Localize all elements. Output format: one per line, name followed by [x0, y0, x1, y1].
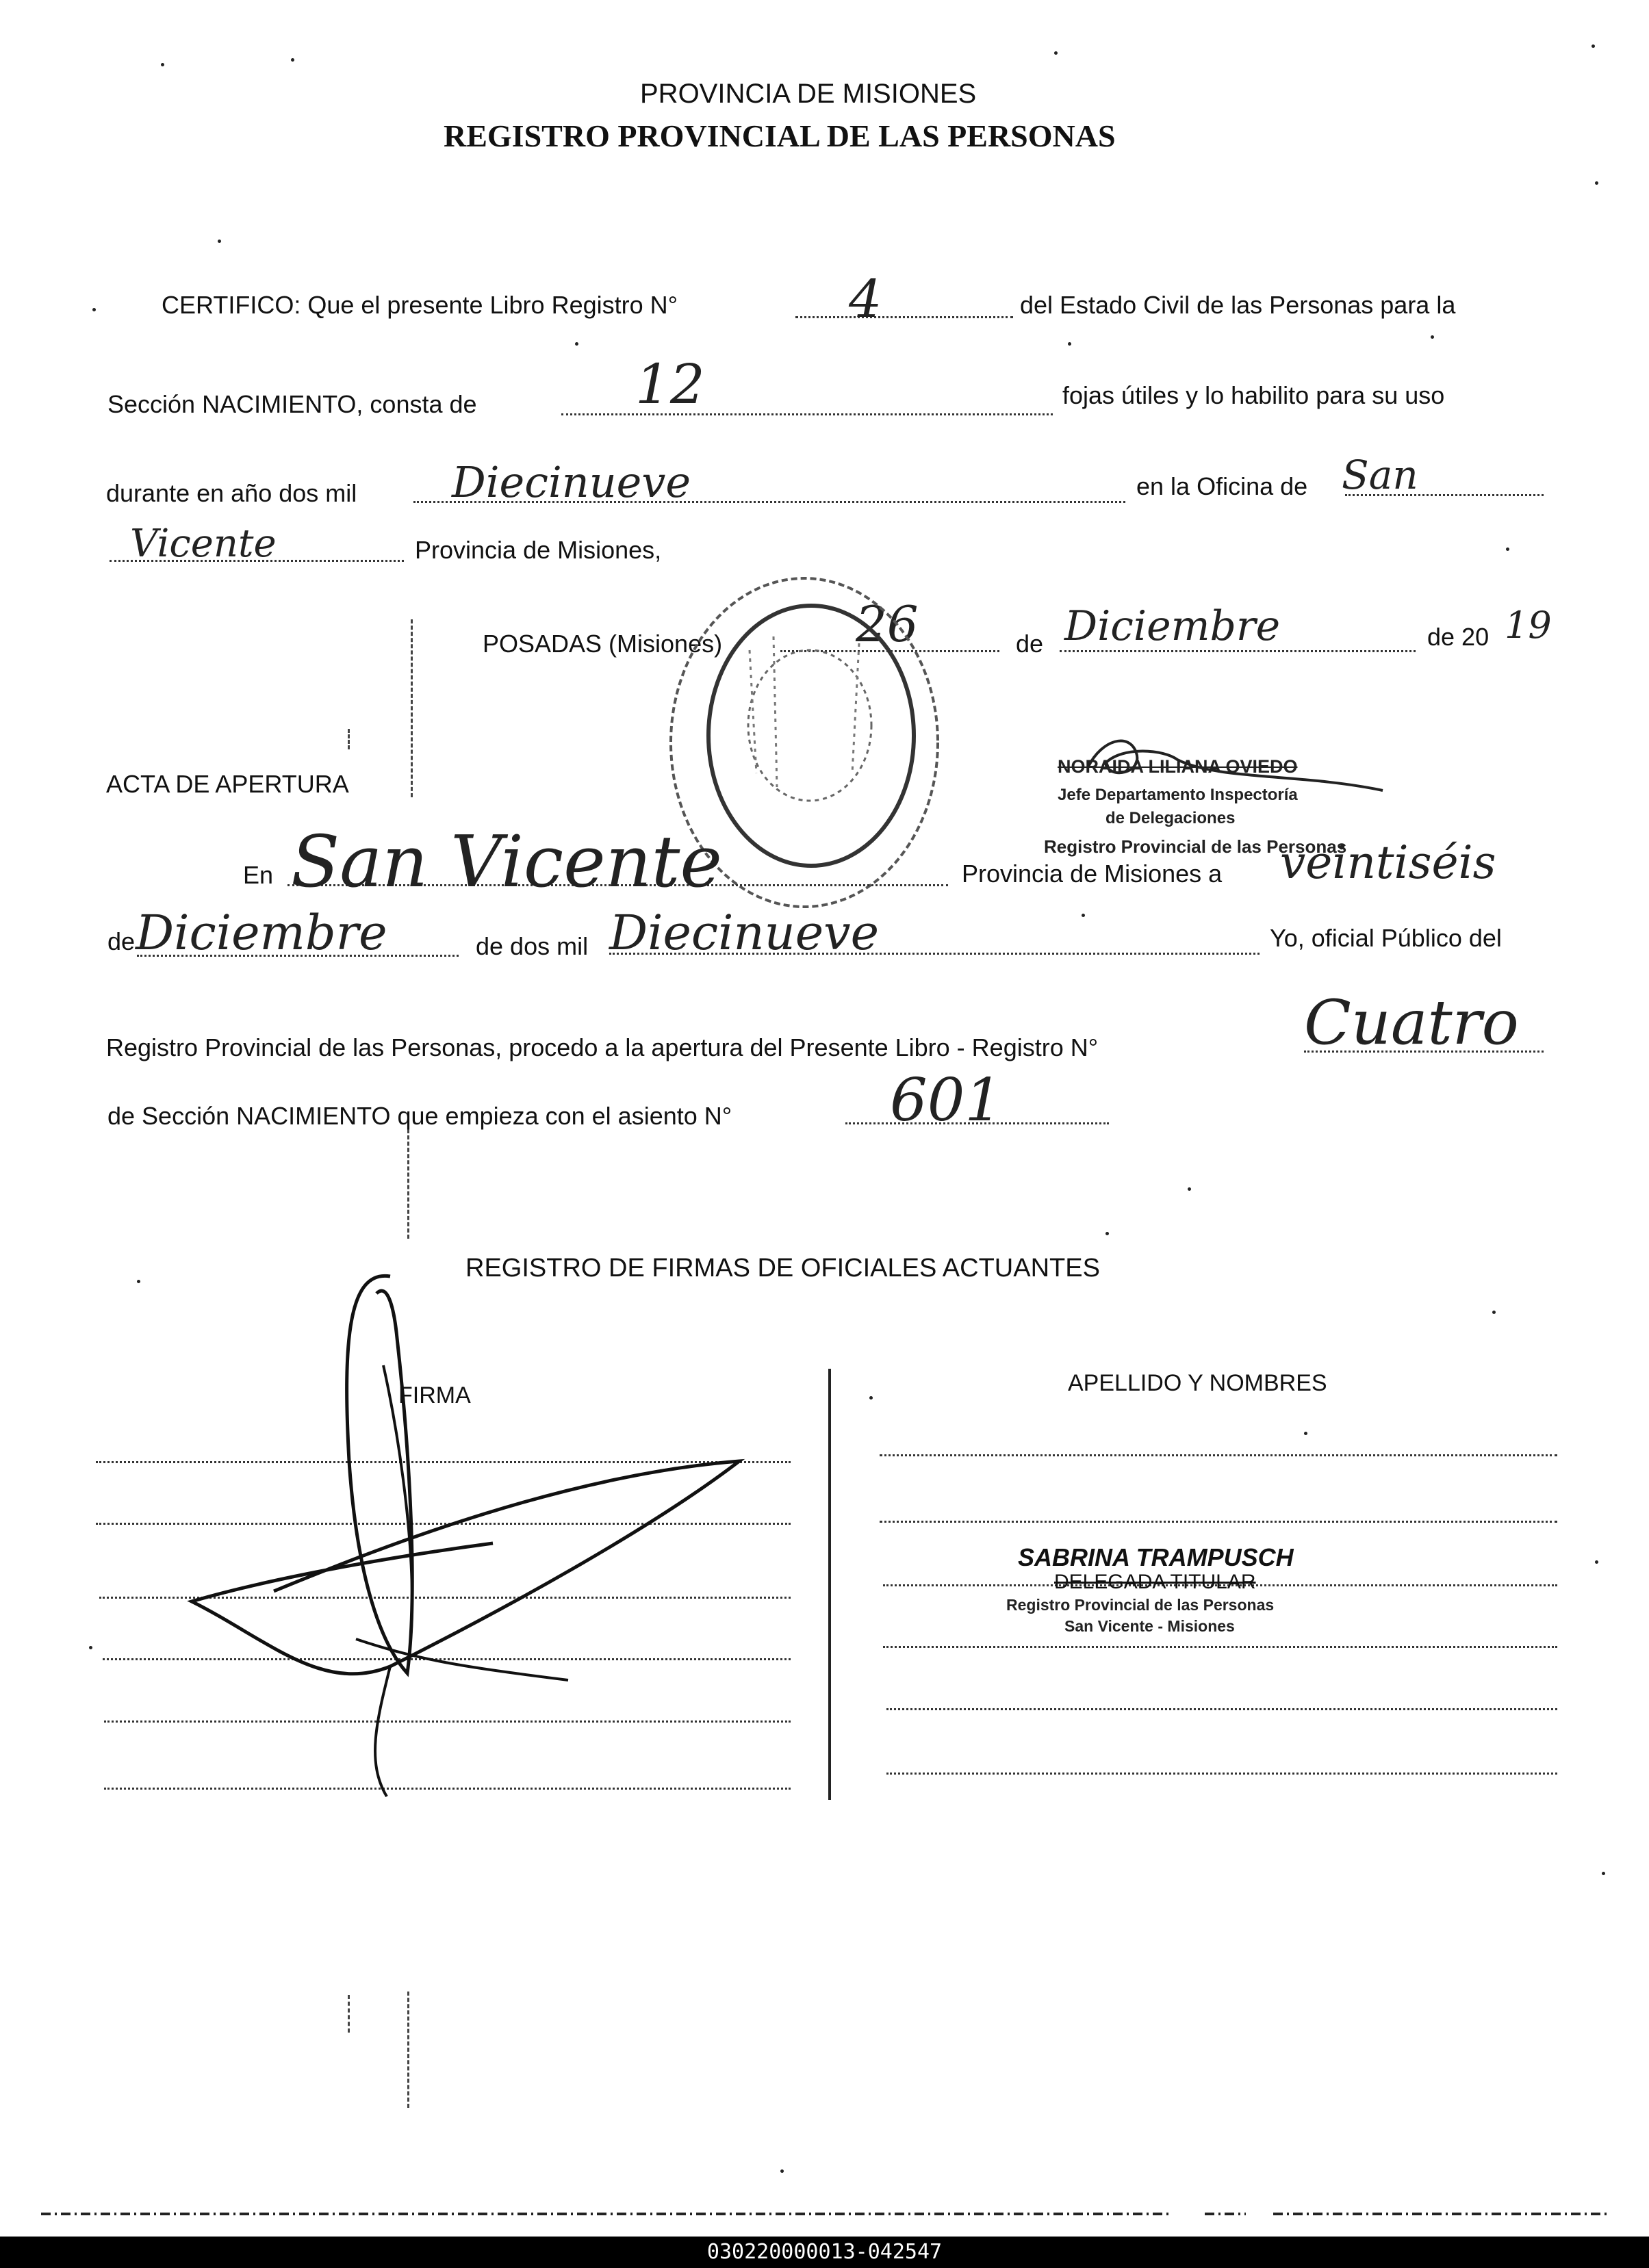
- firma-column-header: FIRMA: [398, 1382, 471, 1408]
- scan-speck: [869, 1396, 873, 1400]
- scan-speck: [780, 2169, 784, 2173]
- official-stamp-title1: Jefe Departamento Inspectoría: [1058, 786, 1298, 804]
- scan-speck: [1595, 1560, 1598, 1564]
- acta-provincia-text: Provincia de Misiones a: [962, 860, 1223, 888]
- delegada-stamp-title: DELEGADA TITULAR: [1054, 1571, 1256, 1593]
- fojas-handwritten: 12: [635, 352, 705, 416]
- province-heading: PROVINCIA DE MISIONES: [640, 79, 977, 109]
- certifico-line4-end: Provincia de Misiones,: [415, 536, 662, 564]
- certifico-line1-end: del Estado Civil de las Personas para la: [1020, 291, 1456, 319]
- scan-speck: [1492, 1311, 1496, 1314]
- scan-speck: [92, 308, 96, 311]
- footer-code-bar: [0, 2237, 1649, 2268]
- date-year-prefix: de 20: [1427, 623, 1490, 651]
- scan-speck: [1054, 51, 1058, 55]
- scan-speck: [1068, 342, 1071, 346]
- year-suffix-handwritten: 19: [1505, 604, 1552, 647]
- month-fill-line: [1060, 650, 1416, 652]
- footer-code: 030220000013-042547: [706, 2240, 943, 2264]
- acta-title: ACTA DE APERTURA: [106, 770, 349, 798]
- official-stamp-title3: Registro Provincial de las Personas: [1044, 836, 1347, 857]
- acta-yo-text: Yo, oficial Público del: [1270, 924, 1502, 952]
- nombres-row-line: [886, 1708, 1557, 1710]
- scan-speck: [89, 1646, 92, 1649]
- delegada-stamp-place: San Vicente - Misiones: [1064, 1617, 1235, 1635]
- scan-speck: [1592, 44, 1595, 48]
- acta-line3: Registro Provincial de las Personas, procedo a la apertura del Presente Libro - Registro N°: [106, 1033, 1099, 1061]
- day-handwritten: 26: [856, 595, 919, 653]
- date-de-label: de: [1016, 630, 1044, 658]
- nombres-row-line: [883, 1646, 1557, 1648]
- year-handwritten: Diecinueve: [452, 457, 691, 507]
- acta-year-words-handwritten: Diecinueve: [609, 905, 880, 961]
- nombres-column-header: APELLIDO Y NOMBRES: [1068, 1370, 1327, 1396]
- certifico-line1-start: CERTIFICO: Que el presente Libro Registro N°: [162, 291, 678, 319]
- nombres-row-line: [886, 1773, 1557, 1775]
- firma-handwritten-signature: [171, 1256, 760, 1817]
- scan-speck: [575, 342, 578, 346]
- oficina-handwritten-1: San: [1342, 452, 1418, 498]
- scan-speck: [1602, 1872, 1605, 1875]
- acta-libro-words-handwritten: Cuatro: [1304, 987, 1519, 1059]
- margin-dashed-line-1: [411, 619, 413, 797]
- certifico-line2-start: Sección NACIMIENTO, consta de: [107, 390, 477, 418]
- posadas-label: POSADAS (Misiones): [483, 630, 723, 658]
- acta-asiento-handwritten: 601: [890, 1066, 1003, 1135]
- delegada-stamp-org: Registro Provincial de las Personas: [1006, 1596, 1275, 1614]
- acta-month-handwritten: Diciembre: [136, 905, 387, 961]
- scan-speck: [1304, 1432, 1307, 1435]
- margin-dashed-line-3: [407, 1992, 409, 2108]
- scan-speck: [1595, 181, 1598, 185]
- delegada-stamp-name: SABRINA TRAMPUSCH: [1018, 1543, 1294, 1571]
- certifico-line2-end: fojas útiles y lo habilito para su uso: [1062, 381, 1445, 409]
- acta-en-label: En: [243, 861, 274, 889]
- scan-speck: [1506, 547, 1509, 551]
- acta-place-handwritten: San Vicente: [291, 820, 722, 903]
- oficina-handwritten-2: Vicente: [130, 521, 277, 566]
- official-stamp-title2: de Delegaciones: [1105, 809, 1236, 827]
- scan-speck: [291, 58, 294, 62]
- margin-dashed-line-5: [348, 729, 350, 749]
- libro-no-handwritten: 4: [849, 268, 882, 329]
- official-signature: [1040, 725, 1396, 801]
- firmas-column-divider: [828, 1369, 831, 1800]
- scan-speck: [161, 63, 164, 66]
- firmas-title: REGISTRO DE FIRMAS DE OFICIALES ACTUANTES: [465, 1254, 1100, 1283]
- certifico-line3-start: durante en año dos mil: [106, 479, 357, 507]
- margin-dashed-line-4: [348, 1995, 350, 2033]
- acta-de-label: de: [107, 927, 136, 955]
- acta-day-words-handwritten: veintiséis: [1280, 836, 1496, 889]
- scan-speck: [218, 240, 221, 243]
- scan-speck: [1105, 1232, 1109, 1235]
- libro-no-fill-line: [795, 316, 1013, 318]
- margin-dashed-line-2: [407, 1129, 409, 1239]
- scan-bottom-edge: [41, 2204, 1615, 2224]
- nombres-row-line: [880, 1454, 1557, 1456]
- month-handwritten: Diciembre: [1064, 602, 1281, 650]
- scan-speck: [1188, 1187, 1191, 1191]
- scan-speck: [1082, 914, 1085, 917]
- registry-heading: REGISTRO PROVINCIAL DE LAS PERSONAS: [444, 118, 1116, 153]
- scan-speck: [137, 1280, 140, 1283]
- certifico-line3-mid: en la Oficina de: [1136, 472, 1308, 500]
- scan-speck: [1431, 335, 1434, 339]
- acta-line4: de Sección NACIMIENTO que empieza con el asiento N°: [107, 1102, 732, 1130]
- acta-de-dos-mil: de dos mil: [476, 932, 589, 960]
- official-stamp-name: NORAIDA LILIANA OVIEDO: [1058, 756, 1298, 777]
- nombres-row-line: [880, 1521, 1557, 1523]
